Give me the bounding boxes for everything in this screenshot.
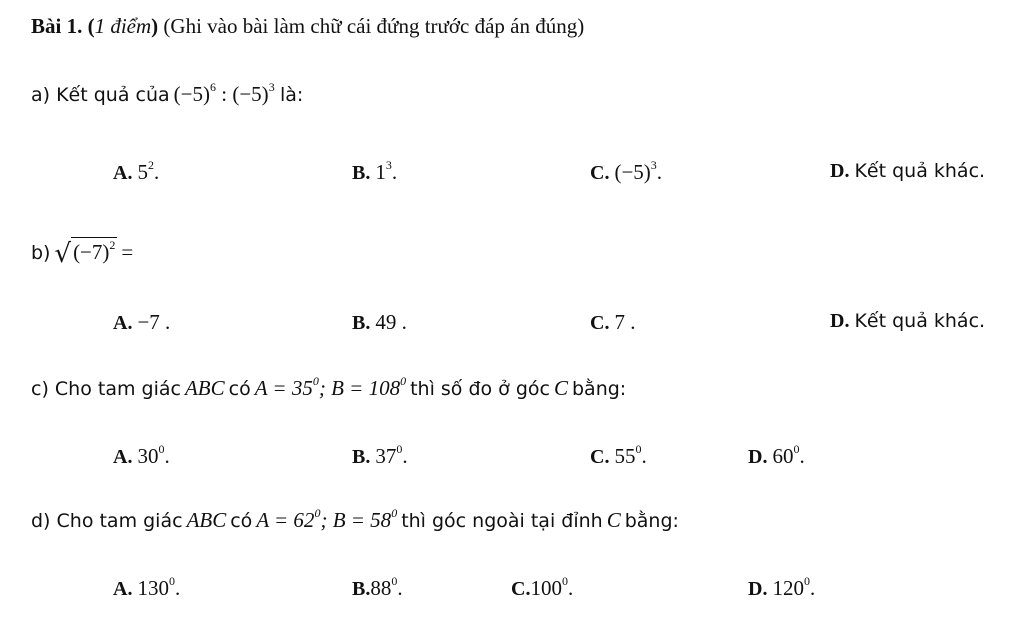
question-c-option-a: A. $30^0$. xyxy=(113,442,170,468)
question-c-triangle: ABC xyxy=(184,376,225,400)
question-b-option-d: D. Kết quả khác. xyxy=(830,310,986,332)
question-c-option-b: B. $37^0$. xyxy=(352,442,408,468)
question-a xyxy=(31,82,303,107)
question-c-prefix: c) Cho tam giác xyxy=(31,378,181,400)
question-c-mid: có xyxy=(228,378,251,400)
question-d-tail: thì góc ngoài tại đỉnh xyxy=(401,510,603,532)
question-a-prefix: a) Kết quả của xyxy=(31,84,170,106)
question-b-option-b: B. 49 . xyxy=(352,310,407,334)
question-c xyxy=(31,376,626,401)
question-c-option-d: D. $60^0$. xyxy=(748,442,805,468)
exercise-heading: Bài 1. (1 điểm) (Ghi vào bài làm chữ cái đứng trước đáp án đúng) xyxy=(31,14,585,38)
question-c-end: bằng: xyxy=(572,378,627,400)
question-d-option-b: $B.88^0$. xyxy=(352,574,403,600)
question-d-option-c: C.100$^0$. xyxy=(511,574,574,600)
exercise-instruction: (Ghi vào bài làm chữ cái đứng trước đáp án đúng) xyxy=(163,14,585,38)
question-c-option-c: C. $55^0$. xyxy=(590,442,647,468)
question-b-option-c: C. 7 . xyxy=(590,310,636,334)
question-d-angle: C xyxy=(606,508,621,532)
question-d-mid: có xyxy=(230,510,253,532)
exercise-points: 1 điểm xyxy=(94,14,152,38)
question-b-sqrt: $√(-7)^2$ xyxy=(54,238,116,269)
question-a-option-d: D. Kết quả khác. xyxy=(830,160,986,182)
question-a-option-c: C. $(-5)^3$. xyxy=(590,158,663,184)
question-d-prefix: d) Cho tam giác xyxy=(31,510,183,532)
exercise-label: Bài 1. xyxy=(31,14,83,38)
question-d-option-d: D. $120^0$. xyxy=(748,574,816,600)
question-a-expression: $(-5)^6$ : $(-5)^3$ xyxy=(173,80,275,106)
question-d xyxy=(31,508,679,533)
question-d-end: bằng: xyxy=(624,510,679,532)
question-d-option-a: A. $130^0$. xyxy=(113,574,181,600)
question-b-option-a: A. −7 . xyxy=(113,310,171,334)
question-c-condition: $A = 35^0$; $B = 108^0$ xyxy=(254,374,407,400)
question-a-suffix: là: xyxy=(279,84,304,106)
question-c-angle: C xyxy=(553,376,568,400)
question-b-prefix: b) xyxy=(31,242,51,264)
question-a-option-a: A. $5^2$. xyxy=(113,158,160,184)
question-b xyxy=(31,236,134,269)
question-a-option-b: B. $1^3$. xyxy=(352,158,398,184)
question-d-condition: $A = 62^0$; $B = 58^0$ xyxy=(256,506,398,532)
question-d-triangle: ABC xyxy=(186,508,227,532)
question-b-suffix: = xyxy=(121,240,134,264)
question-c-tail: thì số đo ở góc xyxy=(410,378,550,400)
